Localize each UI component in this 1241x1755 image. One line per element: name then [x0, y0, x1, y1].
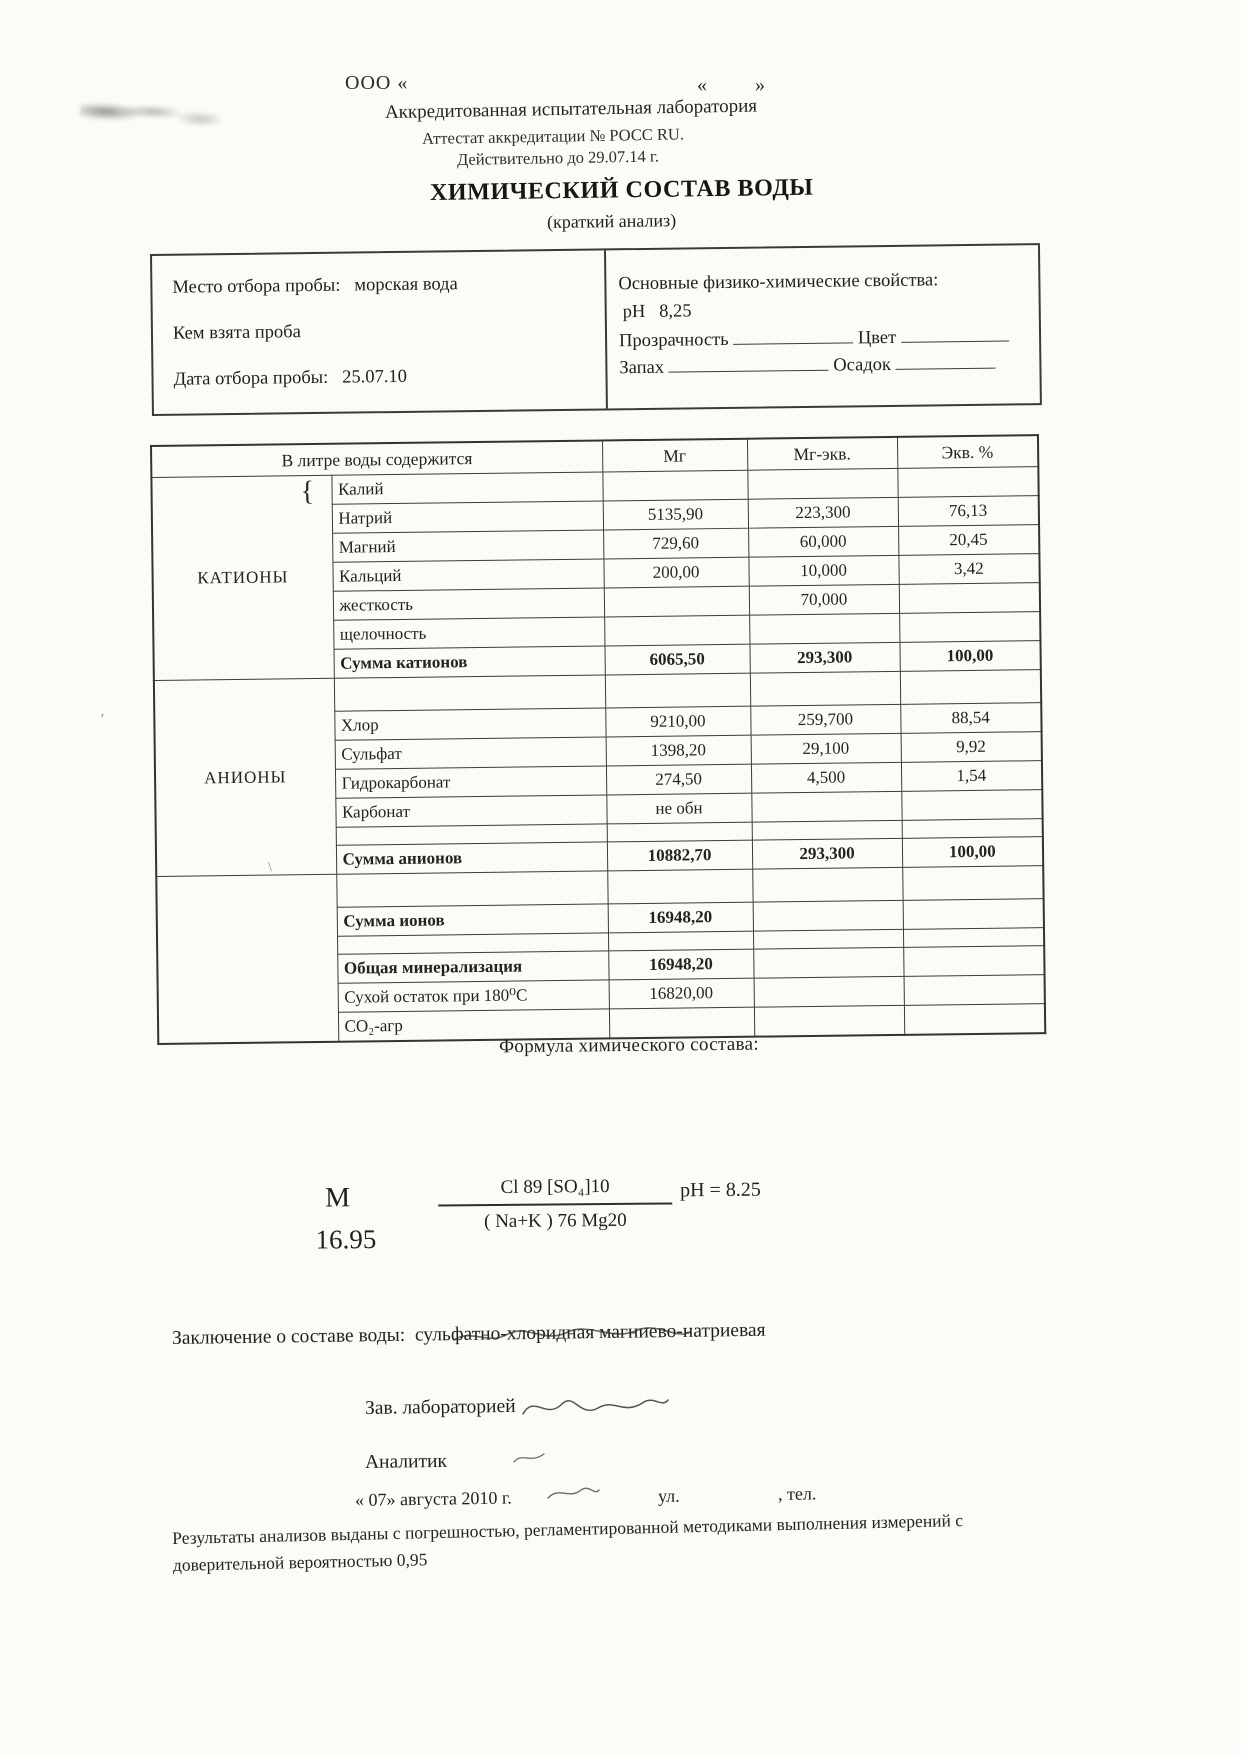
footer-note-line1: Результаты анализов выданы с погрешностью, регламентированной методиками выполнения измерений с	[172, 1510, 964, 1548]
table-cell-empty	[336, 871, 607, 907]
col-header-contains: В литре воды содержится	[151, 440, 602, 477]
footer-accuracy-note	[172, 1504, 1078, 1579]
smell-label: Запах	[619, 357, 665, 379]
anions-group-cell	[154, 678, 336, 876]
col-header-mgeq: Мг-экв.	[747, 437, 897, 470]
substance-cell: CO₂-агр	[338, 1009, 609, 1042]
eq-cell: 76,13	[898, 496, 1039, 527]
sample-date-label: Дата отбора пробы:	[173, 367, 329, 390]
eq-cell	[903, 899, 1044, 930]
sample-date-value: 25.07.10	[342, 366, 408, 388]
substance-cell: Общая минерализация	[337, 951, 608, 983]
mgeq-cell: 60,000	[748, 526, 898, 557]
scan-smudge	[79, 98, 220, 129]
formula-denominator: ( Na+K ) 76 Mg20	[483, 1209, 627, 1233]
taken-by-label: Кем взята проба	[172, 322, 301, 344]
org-name-prefix: ООО «	[345, 72, 409, 94]
mgeq-cell: 293,300	[752, 838, 902, 869]
validity-line: Действительно до 29.07.14 г.	[456, 146, 660, 169]
mg-cell: 5135,90	[603, 499, 748, 530]
formula-m-label: M	[325, 1182, 351, 1214]
mgeq-cell: 223,300	[748, 497, 898, 528]
signature-scribble	[520, 1388, 670, 1424]
analyst-tick-scribble	[512, 1448, 546, 1468]
mgeq-cell	[747, 468, 897, 499]
substance-cell: Гидрокарбонат	[335, 766, 606, 798]
table-cell-empty	[605, 673, 750, 708]
eq-cell: 20,45	[898, 525, 1039, 556]
formula-block	[150, 1170, 1037, 1288]
substance-cell: Сумма ионов	[337, 904, 608, 936]
eq-cell: 3,42	[898, 554, 1039, 585]
substance-cell: Карбонат	[335, 795, 606, 827]
scan-speck: \	[268, 860, 272, 875]
formula-numerator: Cl 89 [SO₄]10	[438, 1175, 672, 1206]
water-composition-table	[150, 434, 1046, 1045]
org-quote-open: «	[697, 74, 708, 96]
cations-group-label: КАТИОНЫ	[197, 567, 289, 588]
table-cell-empty	[607, 822, 752, 842]
brace-mark: {	[300, 475, 316, 508]
ph-value: 8,25	[659, 301, 692, 322]
substance-cell: Кальций	[332, 559, 603, 591]
mgeq-cell	[754, 976, 904, 1007]
formula-title: Формула химического состава:	[498, 1033, 759, 1058]
table-cell-empty	[608, 931, 753, 951]
substance-cell: Калий	[331, 472, 602, 504]
lab-head-label: Зав. лабораторией	[364, 1395, 516, 1419]
org-quote-close: »	[755, 74, 766, 96]
accreditation-line: Аттестат аккредитации № РОСС RU.	[421, 124, 685, 148]
sample-place-line	[172, 274, 458, 298]
mg-cell: 274,50	[606, 764, 751, 795]
properties-title: Основные физико-химические свойства:	[618, 270, 939, 295]
transparency-line	[619, 326, 1009, 353]
formula-fraction	[438, 1175, 672, 1233]
mgeq-cell	[753, 947, 903, 978]
eq-cell	[903, 946, 1044, 977]
formula-ph: pH = 8.25	[680, 1178, 761, 1202]
formula-m-value: 16.95	[315, 1224, 377, 1255]
sample-date-line	[173, 367, 407, 391]
table-cell-empty	[334, 675, 605, 711]
handwriting-overwrite-scribble	[452, 1318, 692, 1352]
substance-cell: Сульфат	[335, 737, 606, 769]
substance-cell: Хлор	[334, 708, 605, 740]
blank-line	[733, 327, 853, 344]
cations-group-cell	[151, 475, 333, 680]
mg-cell: 1398,20	[606, 735, 751, 766]
table-cell-empty	[903, 928, 1044, 948]
footer-note-line2: доверительной вероятностью 0,95	[172, 1549, 428, 1576]
eq-cell: 88,54	[900, 703, 1041, 734]
street-label: ул.	[657, 1485, 680, 1506]
totals-group-cell	[156, 874, 338, 1044]
mg-cell: 16948,20	[608, 902, 753, 933]
mg-cell: не обн	[606, 793, 751, 824]
mg-cell: 10882,70	[607, 840, 752, 871]
substance-cell: Сумма катионов	[334, 646, 605, 678]
mgeq-cell: 29,100	[751, 733, 901, 764]
sample-info-box	[150, 243, 1042, 416]
blank-line	[895, 353, 995, 370]
lab-name-line: Аккредитованная испытательная лаборатория	[384, 95, 758, 123]
document-title: ХИМИЧЕСКИЙ СОСТАВ ВОДЫ	[429, 174, 814, 206]
mgeq-cell: 259,700	[750, 704, 900, 735]
smell-line	[619, 353, 995, 380]
sample-place-value: морская вода	[354, 274, 458, 296]
blank-line	[901, 326, 1009, 343]
color-label: Цвет	[857, 327, 897, 349]
ph-label: pH	[622, 301, 646, 323]
transparency-label: Прозрачность	[618, 329, 729, 352]
eq-cell: 100,00	[902, 837, 1043, 868]
ph-line	[623, 301, 692, 323]
substance-cell: жесткость	[333, 588, 604, 620]
mg-cell: 16820,00	[609, 978, 754, 1009]
substance-cell: Натрий	[332, 501, 603, 533]
mg-cell: 16948,20	[608, 949, 753, 980]
table-cell-empty	[900, 670, 1041, 705]
col-header-mg: Мг	[602, 439, 747, 472]
eq-cell: 100,00	[899, 641, 1040, 672]
table-cell-empty	[607, 869, 752, 904]
mgeq-cell: 293,300	[749, 642, 899, 673]
conclusion-label: Заключение о составе воды:	[171, 1324, 406, 1349]
eq-cell	[899, 612, 1040, 643]
mg-cell	[604, 586, 749, 617]
mg-cell: 200,00	[603, 557, 748, 588]
eq-cell	[897, 467, 1038, 498]
table-cell-empty	[752, 820, 902, 840]
substance-cell: Магний	[332, 530, 603, 562]
date-line: « 07» августа 2010 г.	[354, 1487, 512, 1510]
mg-cell: 9210,00	[605, 706, 750, 737]
mg-cell: 729,60	[603, 528, 748, 559]
table-cell-empty	[753, 929, 903, 949]
mgeq-cell: 10,000	[748, 555, 898, 586]
mgeq-cell	[753, 900, 903, 931]
mgeq-cell	[751, 791, 901, 822]
info-box-divider	[604, 250, 608, 408]
mg-cell	[604, 615, 749, 646]
mgeq-cell	[749, 613, 899, 644]
eq-cell: 1,54	[901, 761, 1042, 792]
eq-cell	[904, 975, 1045, 1006]
eq-cell: 9,92	[901, 732, 1042, 763]
mgeq-cell: 70,000	[749, 584, 899, 615]
analyst-label: Аналитик	[364, 1450, 448, 1473]
table-cell-empty	[750, 671, 900, 706]
eq-cell	[899, 583, 1040, 614]
water-table-wrapper	[150, 434, 1044, 1045]
eq-cell	[901, 790, 1042, 821]
sample-place-label: Место отбора пробы:	[172, 275, 341, 298]
table-cell-empty	[902, 819, 1043, 839]
mgeq-cell: 4,500	[751, 762, 901, 793]
col-header-eqpct: Экв. %	[897, 435, 1038, 468]
anions-group-label: АНИОНЫ	[204, 766, 287, 787]
substance-cell: Сумма анионов	[336, 842, 607, 874]
table-cell-empty	[902, 866, 1043, 901]
document-subtitle: (краткий анализ)	[546, 210, 677, 232]
scan-speck: ’	[100, 712, 105, 727]
mg-cell: 6065,50	[604, 644, 749, 675]
blank-line	[669, 355, 829, 373]
substance-cell: Сухой остаток при 180⁰С	[338, 980, 609, 1012]
substance-cell: щелочность	[333, 617, 604, 649]
tel-label: , тел.	[777, 1483, 817, 1504]
sediment-label: Осадок	[833, 354, 892, 376]
table-cell-empty	[752, 867, 902, 902]
conclusion-value: сульфатно-хлоридная магниево-натриевая	[414, 1319, 766, 1346]
mg-cell	[602, 470, 747, 501]
date-scribble	[545, 1482, 601, 1504]
